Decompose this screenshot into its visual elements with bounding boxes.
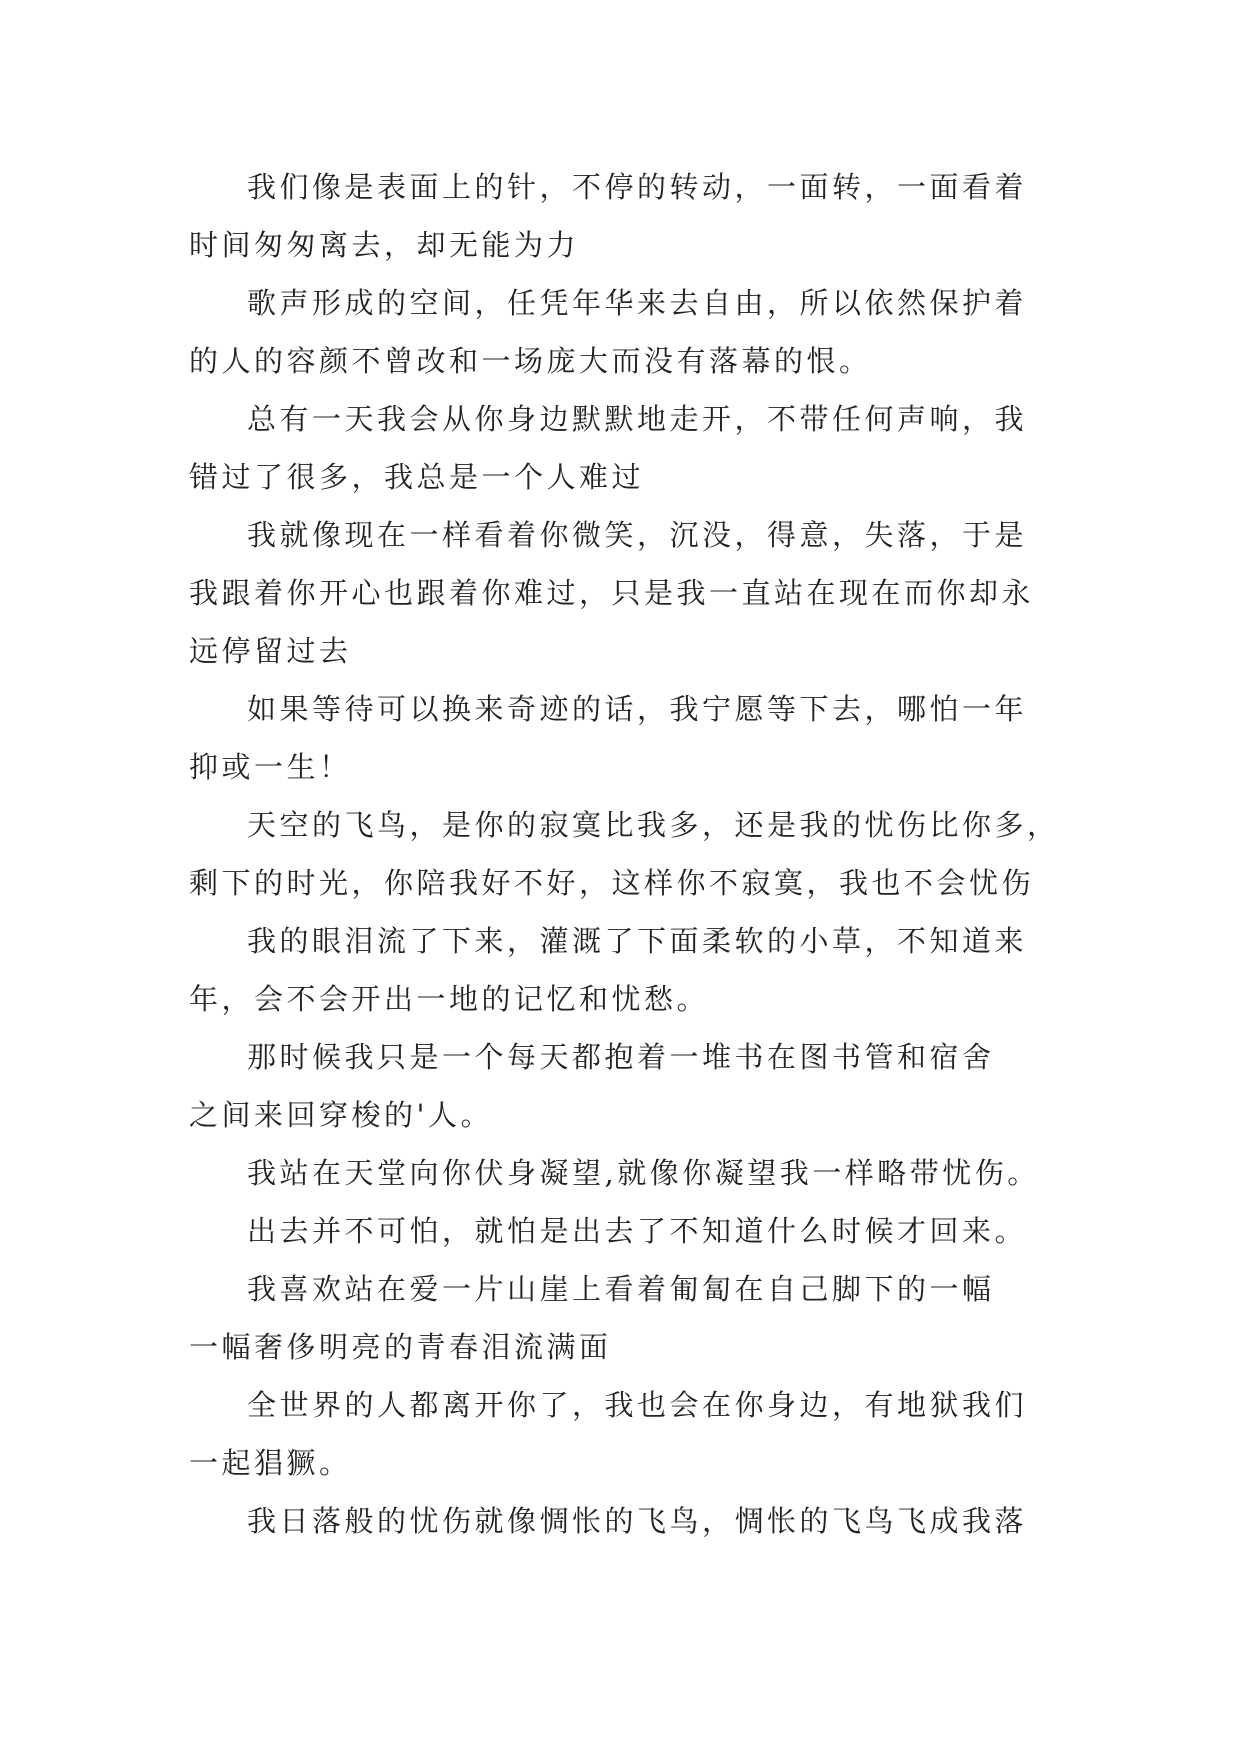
paragraph-2 — [189, 274, 1059, 390]
text-line: 抑或一生！ — [189, 750, 352, 784]
text-line: 剩下的时光，你陪我好不好，这样你不寂寞，我也不会忧伤 — [189, 866, 1035, 900]
text-line: 歌声形成的空间，任凭年华来去自由，所以依然保护着 — [247, 286, 1028, 320]
text-line: 的人的容颜不曾改和一场庞大而没有落幕的恨。 — [189, 344, 872, 378]
text-line: 我们像是表面上的针，不停的转动，一面转，一面看着 — [247, 170, 1028, 204]
paragraph-7 — [189, 912, 1059, 1028]
text-line: 我就像现在一样看着你微笑，沉没，得意，失落，于是 — [247, 518, 1028, 552]
text-line: 我的眼泪流了下来，灌溉了下面柔软的小草，不知道来 — [247, 924, 1028, 958]
paragraph-4 — [189, 506, 1059, 680]
text-line: 全世界的人都离开你了，我也会在你身边，有地狱我们 — [247, 1388, 1028, 1422]
text-line: 一起猖獗。 — [189, 1446, 352, 1480]
text-line: 我日落般的忧伤就像惆怅的飞鸟，惆怅的飞鸟飞成我落 — [247, 1504, 1028, 1538]
paragraph-3 — [189, 390, 1059, 506]
paragraph-12 — [189, 1376, 1059, 1492]
paragraph-11 — [189, 1260, 1059, 1376]
paragraph-8 — [189, 1028, 1059, 1144]
text-line: 错过了很多，我总是一个人难过 — [189, 460, 645, 494]
text-line: 时间匆匆离去，却无能为力 — [189, 228, 580, 262]
text-line: 我跟着你开心也跟着你难过，只是我一直站在现在而你却永 — [189, 576, 1035, 610]
paragraph-13 — [189, 1492, 1059, 1550]
text-line: 天空的飞鸟，是你的寂寞比我多，还是我的忧伤比你多， — [247, 808, 1060, 842]
paragraph-6 — [189, 796, 1059, 912]
paragraph-9 — [189, 1144, 1059, 1202]
paragraph-10 — [189, 1202, 1059, 1260]
text-line: 远停留过去 — [189, 634, 352, 668]
text-line: 年，会不会开出一地的记忆和忧愁。 — [189, 982, 710, 1016]
paragraph-1 — [189, 158, 1059, 274]
document-body — [189, 158, 1059, 1550]
text-line: 一幅奢侈明亮的青春泪流满面 — [189, 1330, 612, 1364]
text-line: 那时候我只是一个每天都抱着一堆书在图书管和宿舍 — [247, 1040, 995, 1074]
text-line: 之间来回穿梭的'人。 — [189, 1098, 493, 1132]
text-line: 如果等待可以换来奇迹的话，我宁愿等下去，哪怕一年 — [247, 692, 1028, 726]
text-line: 总有一天我会从你身边默默地走开，不带任何声响，我 — [247, 402, 1028, 436]
paragraph-5 — [189, 680, 1059, 796]
text-line: 我站在天堂向你伏身凝望,就像你凝望我一样略带忧伤。 — [247, 1156, 1040, 1190]
text-line: 出去并不可怕，就怕是出去了不知道什么时候才回来。 — [247, 1214, 1028, 1248]
text-line: 我喜欢站在爱一片山崖上看着匍匐在自己脚下的一幅 — [247, 1272, 995, 1306]
